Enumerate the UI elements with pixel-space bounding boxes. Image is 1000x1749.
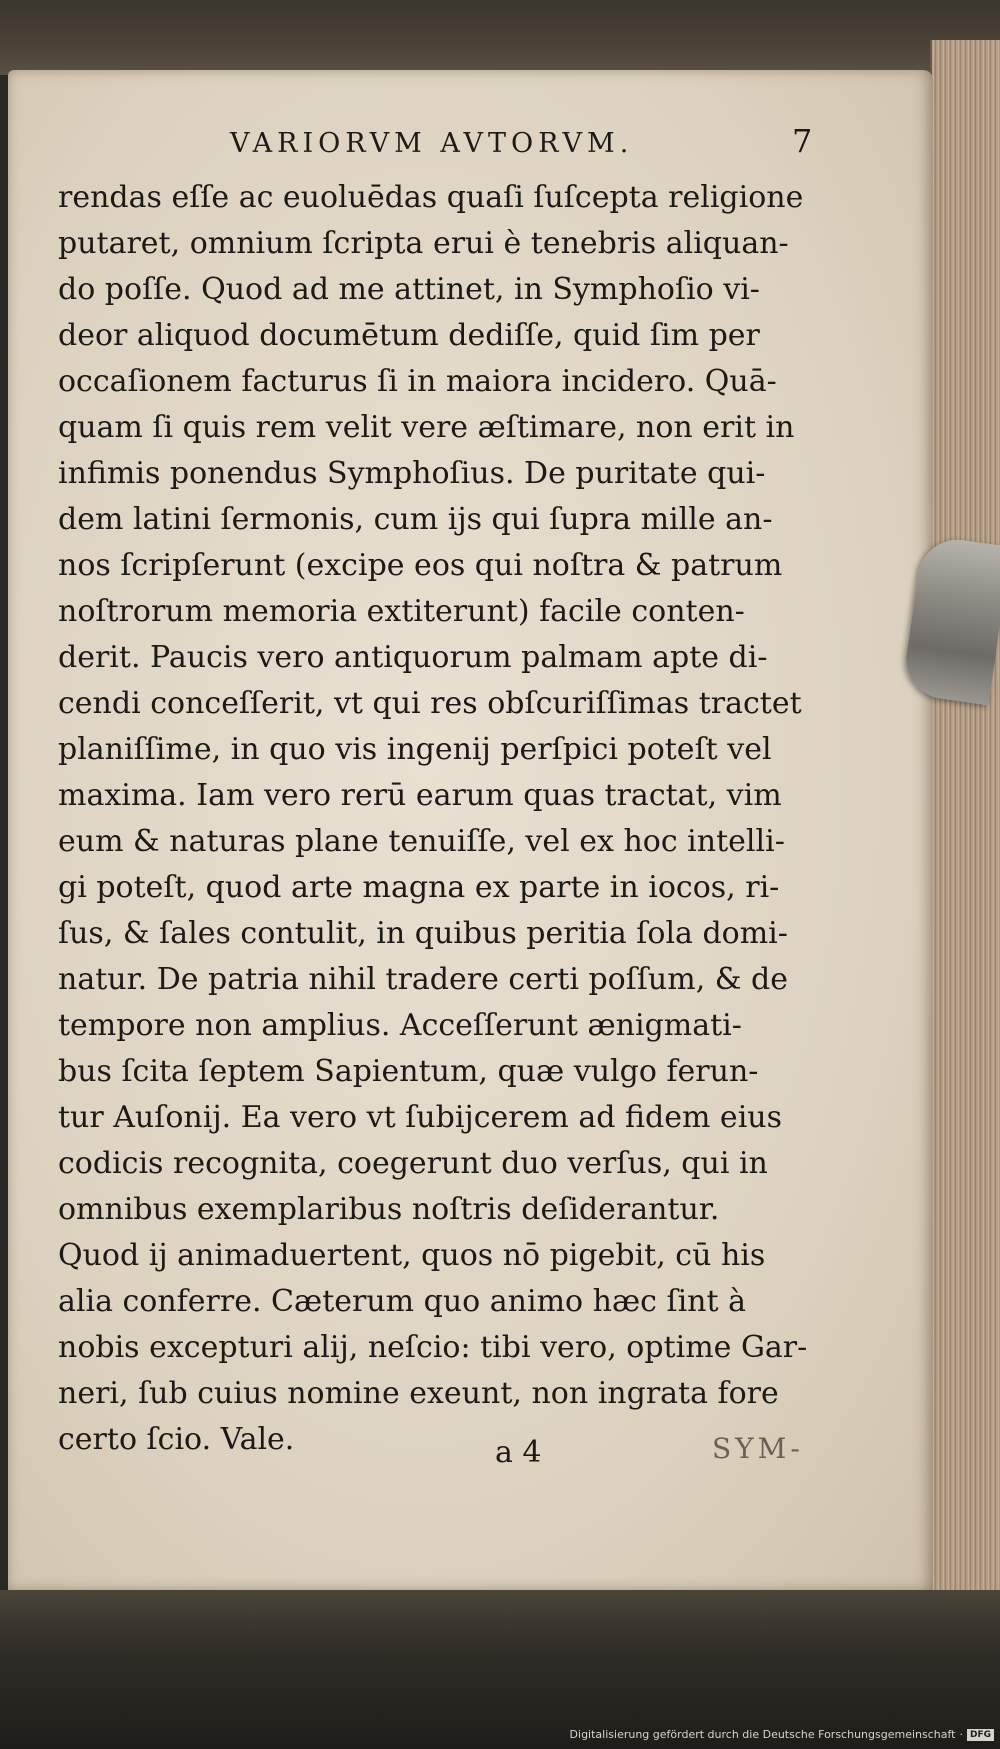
text-line: maxima. Iam vero rerū earum quas tractat, vim [58,778,782,813]
text-line: neri, ſub cuius nomine exeunt, non ingrata fore [58,1376,779,1411]
text-line: putaret, omnium ſcripta erui è tenebris aliquan- [58,226,789,261]
text-line: dem latini ſermonis, cum ijs qui ſupra mille an- [58,502,773,537]
book-binding-bottom [0,1590,1000,1749]
text-line: deor aliquod documētum dediſſe, quid ſim per [58,318,760,353]
digitization-credit: Digitalisierung gefördert durch die Deutsche Forschungsgemeinschaft · DFG [570,1728,994,1741]
dfg-logo: DFG [967,1729,994,1741]
text-line: alia conferre. Cæterum quo animo hæc ſint à [58,1284,746,1319]
text-line: noſtrorum memoria extiterunt) facile conten- [58,594,745,629]
text-line: certo ſcio. Vale. [58,1422,295,1457]
text-line: bus ſcita ſeptem Sapientum, quæ vulgo ferun- [58,1054,759,1089]
text-line: codicis recognita, coegerunt duo verſus, qui in [58,1146,768,1181]
body-text [58,175,848,1463]
credit-text: Digitalisierung gefördert durch die Deutsche Forschungsgemeinschaft [569,1728,956,1741]
text-line: eum & naturas plane tenuiſſe, vel ex hoc intelli- [58,824,785,859]
text-line: derit. Paucis vero antiquorum palmam apte di- [58,640,768,675]
text-line: tur Auſonij. Ea vero vt ſubijcerem ad fidem eius [58,1100,782,1135]
text-line: Quod ij animaduertent, quos nō pigebit, cū his [58,1238,766,1273]
text-line: quam ſi quis rem velit vere æſtimare, non erit in [58,410,795,445]
text-line: infimis ponendus Symphoſius. De puritate qui- [58,456,766,491]
text-line: ſus, & ſales contulit, in quibus peritia ſola domi- [58,916,788,951]
text-line: natur. De patria nihil tradere certi poſſum, & de [58,962,788,997]
text-line: cendi conceſſerit, vt qui res obſcuriſſimas tractet [58,686,802,721]
text-line: gi poteſt, quod arte magna ex parte in iocos, ri- [58,870,780,905]
book-binding-top [0,0,1000,75]
text-line: tempore non amplius. Acceſſerunt ænigmati- [58,1008,742,1043]
text-line: nos ſcripſerunt (excipe eos qui noſtra & patrum [58,548,783,583]
signature-mark: a 4 [495,1435,542,1470]
text-line: occaſionem facturus ſi in maiora incidero. Quā- [58,364,777,399]
text-line: omnibus exemplaribus noſtris deſiderantur. [58,1192,720,1227]
text-line: rendas eſſe ac euoluēdas quaſi ſuſcepta religione [58,180,804,215]
text-line: nobis excepturi alij, neſcio: tibi vero, optime Gar- [58,1330,808,1365]
book-fore-edge [930,40,1000,1610]
text-line: planiſſime, in quo vis ingenij perſpici poteſt vel [58,732,772,767]
text-line: do poſſe. Quod ad me attinet, in Symphoſio vi- [58,272,760,307]
running-head: VARIORVM AVTORVM. [230,128,634,159]
page-number: 7 [792,122,813,160]
catchword: SYM- [712,1432,804,1465]
